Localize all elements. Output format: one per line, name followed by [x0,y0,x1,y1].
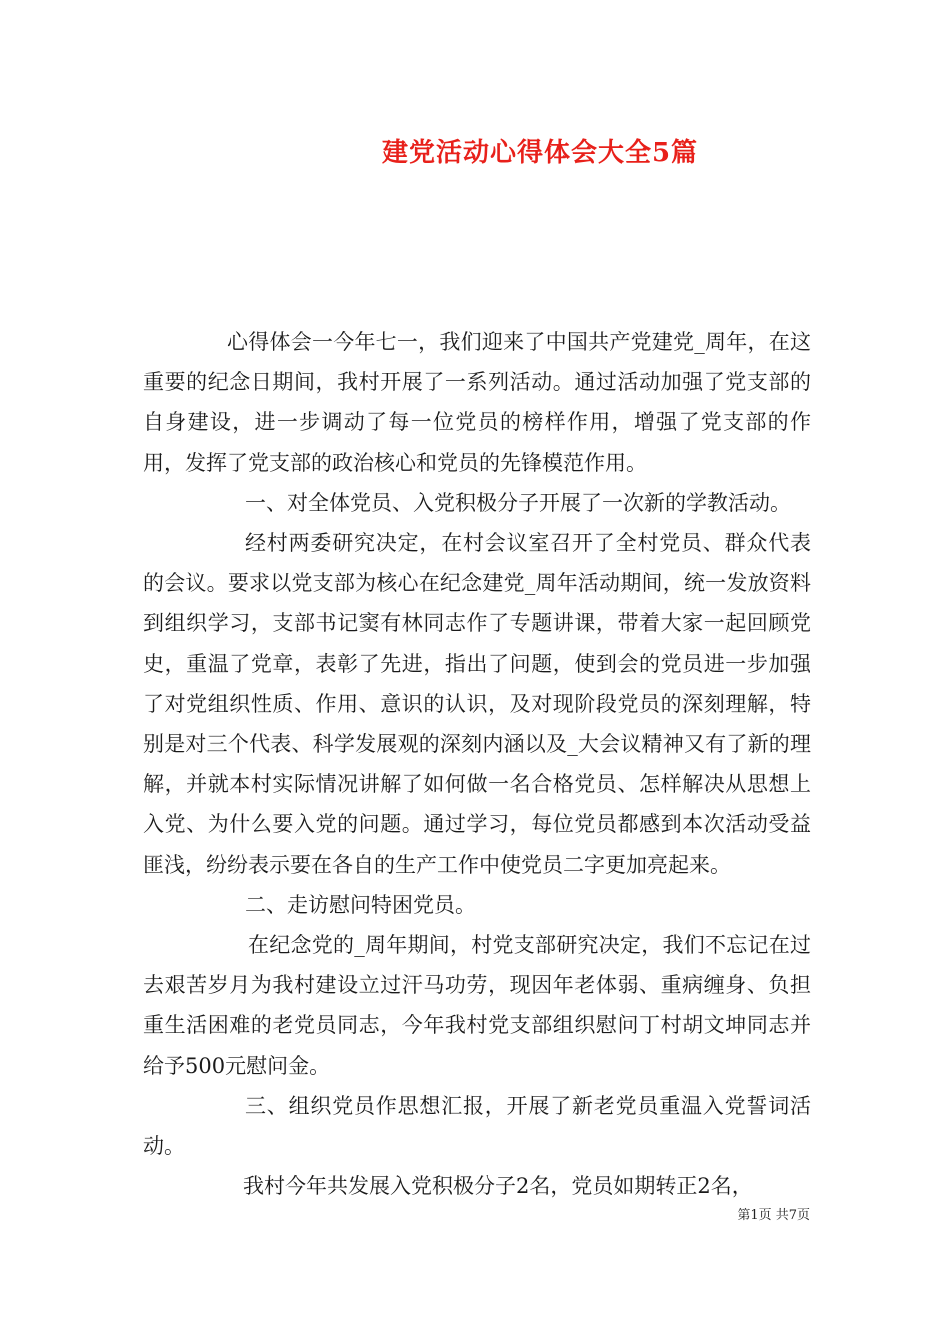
page-number: 第1页 共7页 [737,1208,810,1223]
section-heading-one: 一、对全体党员、入党积极分子开展了一次新的学教活动。 [245,490,791,515]
document-body [143,322,811,1206]
paragraph-section-three: 我村今年共发展入党积极分子2名，党员如期转正2名， [243,1174,753,1199]
document-title: 建党活动心得体会大全5篇 [381,138,699,168]
paragraph-section-one: 经村两委研究决定，在村会议室召开了全村党员、群众代表的会议。要求以党支部为核心在纪念建党_周年活动期间，统一发放资料到组织学习，支部书记窦有林同志作了专题讲课，带着大家一起回顾党史，重温了党章，表彰了先进，指出了问题，使到会的党员进一步加强了对党组织性质、作用、意识的认识，及对现阶段党员的深刻理解，特别是对三个代表、科学发展观的深刻内涵以及_大会议精神又有了新的理解，并就本村实际情况讲解了如何做一名合格党员、怎样解决从思想上入党、为什么要入党的问题。通过学习，每位党员都感到本次活动受益匪浅，纷纷表示要在各自的生产工作中使党员二字更加亮起来。 [143,531,811,877]
section-heading-two: 二、走访慰问特困党员。 [245,892,476,917]
section-heading-three: 三、组织党员作思想汇报，开展了新老党员重温入党誓词活动。 [143,1093,811,1159]
paragraph-section-two: 在纪念党的_周年期间，村党支部研究决定，我们不忘记在过去艰苦岁月为我村建设立过汗马功劳，现因年老体弱、重病缠身、负担重生活困难的老党员同志，今年我村党支部组织慰问丁村胡文坤同志并给予500元慰问金。 [143,933,811,1078]
paragraph-intro: 心得体会一今年七一，我们迎来了中国共产党建党_周年，在这重要的纪念日期间，我村开展了一系列活动。通过活动加强了党支部的自身建设，进一步调动了每一位党员的榜样作用，增强了党支部的作用，发挥了党支部的政治核心和党员的先锋模范作用。 [143,330,811,475]
